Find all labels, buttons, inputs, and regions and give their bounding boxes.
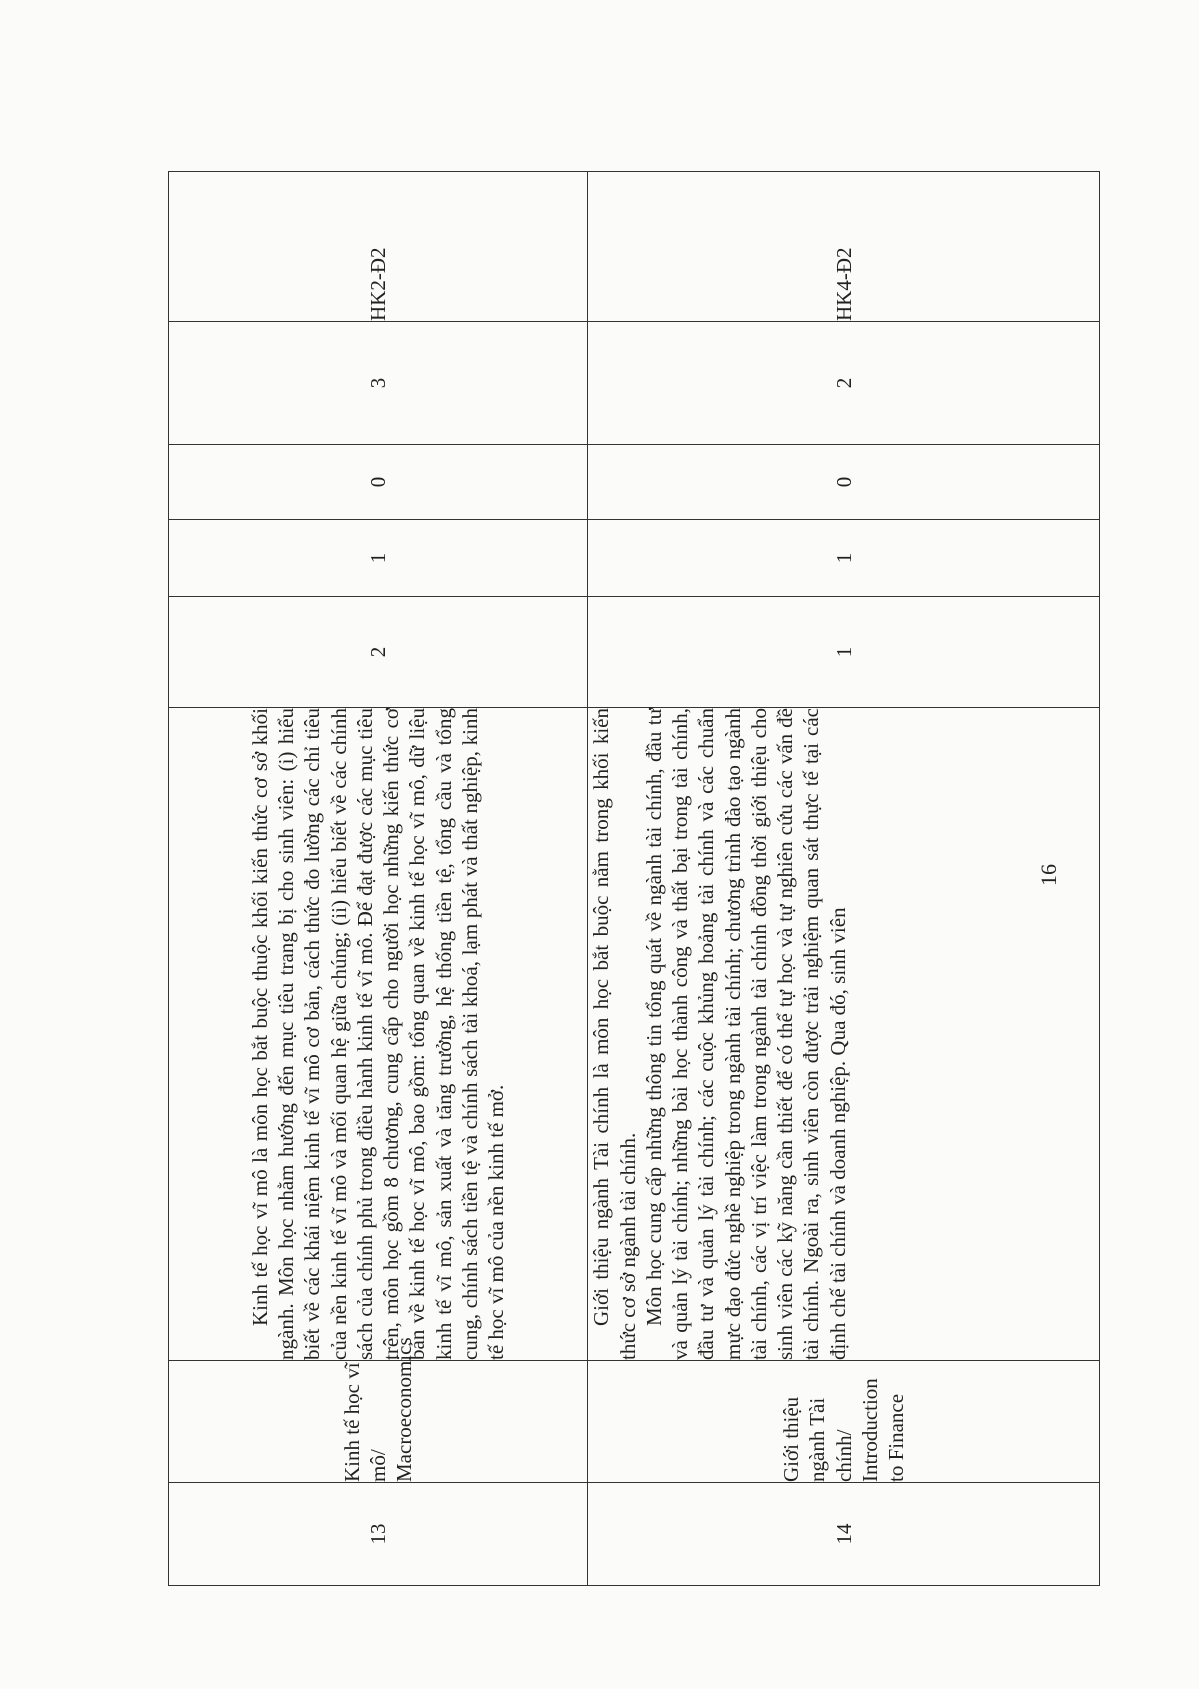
semester-code: HK4-Đ2 — [588, 172, 1100, 322]
row-number: 14 — [588, 1483, 1100, 1586]
course-name: Kinh tế học vĩ mô/ Macroeconomics — [169, 1361, 588, 1483]
course-table — [168, 171, 1100, 1586]
other-credits: 0 — [169, 445, 588, 520]
course-description — [588, 708, 1100, 1361]
theory-credits: 2 — [169, 597, 588, 708]
other-credits: 0 — [588, 445, 1100, 520]
table-row — [169, 172, 588, 1586]
total-credits: 2 — [588, 322, 1100, 445]
theory-credits: 1 — [588, 597, 1100, 708]
table-row — [588, 172, 1100, 1586]
course-name: Giới thiệu ngành Tài chính/ Introduction to Finance — [588, 1361, 1100, 1483]
description-paragraph: Môn học cung cấp những thông tin tổng quát về ngành tài chính, đầu tư và quản lý tài chính; những bài học thành công và thất bại trong tài chính, đầu tư và quản lý tài chính; các cuộc khủng hoảng tài chính và các chuẩn mực đạo đức nghề nghiệp trong ngành tài chính; chương trình đào tạo ngành tài chính, các vị trí việc làm trong ngành tài chính đồng thời giới thiệu cho sinh viên các kỹ năng cần thiết để có thể tự học và tự nghiên cứu các vấn đề tài chính. Ngoài ra, sinh viên còn được trải nghiệm quan sát thực tế tại các định chế tài chính và doanh nghiệp. Qua đó, sinh viên — [641, 708, 850, 1360]
course-description — [169, 708, 588, 1361]
practice-credits: 1 — [169, 520, 588, 597]
total-credits: 3 — [169, 322, 588, 445]
description-paragraph: Giới thiệu ngành Tài chính là môn học bắt buộc nằm trong khối kiến thức cơ sở ngành tài chính. — [589, 708, 640, 1360]
description-paragraph: Kinh tế học vĩ mô là môn học bắt buộc thuộc khối kiến thức cơ sở khối ngành. Môn học nhằm hướng đến mục tiêu trang bị cho sinh viên: (i) hiểu biết về các khái niệm kinh tế vĩ mô cơ bản, cách thức đo lường các chỉ tiêu của nền kinh tế vĩ mô và mối quan hệ giữa chúng; (ii) hiểu biết về các chính sách của chính phủ trong điều hành kinh tế vĩ mô. Để đạt được các mục tiêu trên, môn học gồm 8 chương, cung cấp cho người học những kiến thức cơ bản về kinh tế học vĩ mô, bao gồm: tổng quan về kinh tế học vĩ mô, dữ liệu kinh tế vĩ mô, sản xuất và tăng trưởng, hệ thống tiền tệ, tổng cầu và tổng cung, chính sách tiền tệ và chính sách tài khoá, lạm phát và thất nghiệp, kinh tế học vĩ mô của nền kinh tế mở. — [247, 708, 509, 1360]
practice-credits: 1 — [588, 520, 1100, 597]
semester-code: HK2-Đ2 — [169, 172, 588, 322]
row-number: 13 — [169, 1483, 588, 1586]
page-number: 16 — [1036, 864, 1061, 886]
